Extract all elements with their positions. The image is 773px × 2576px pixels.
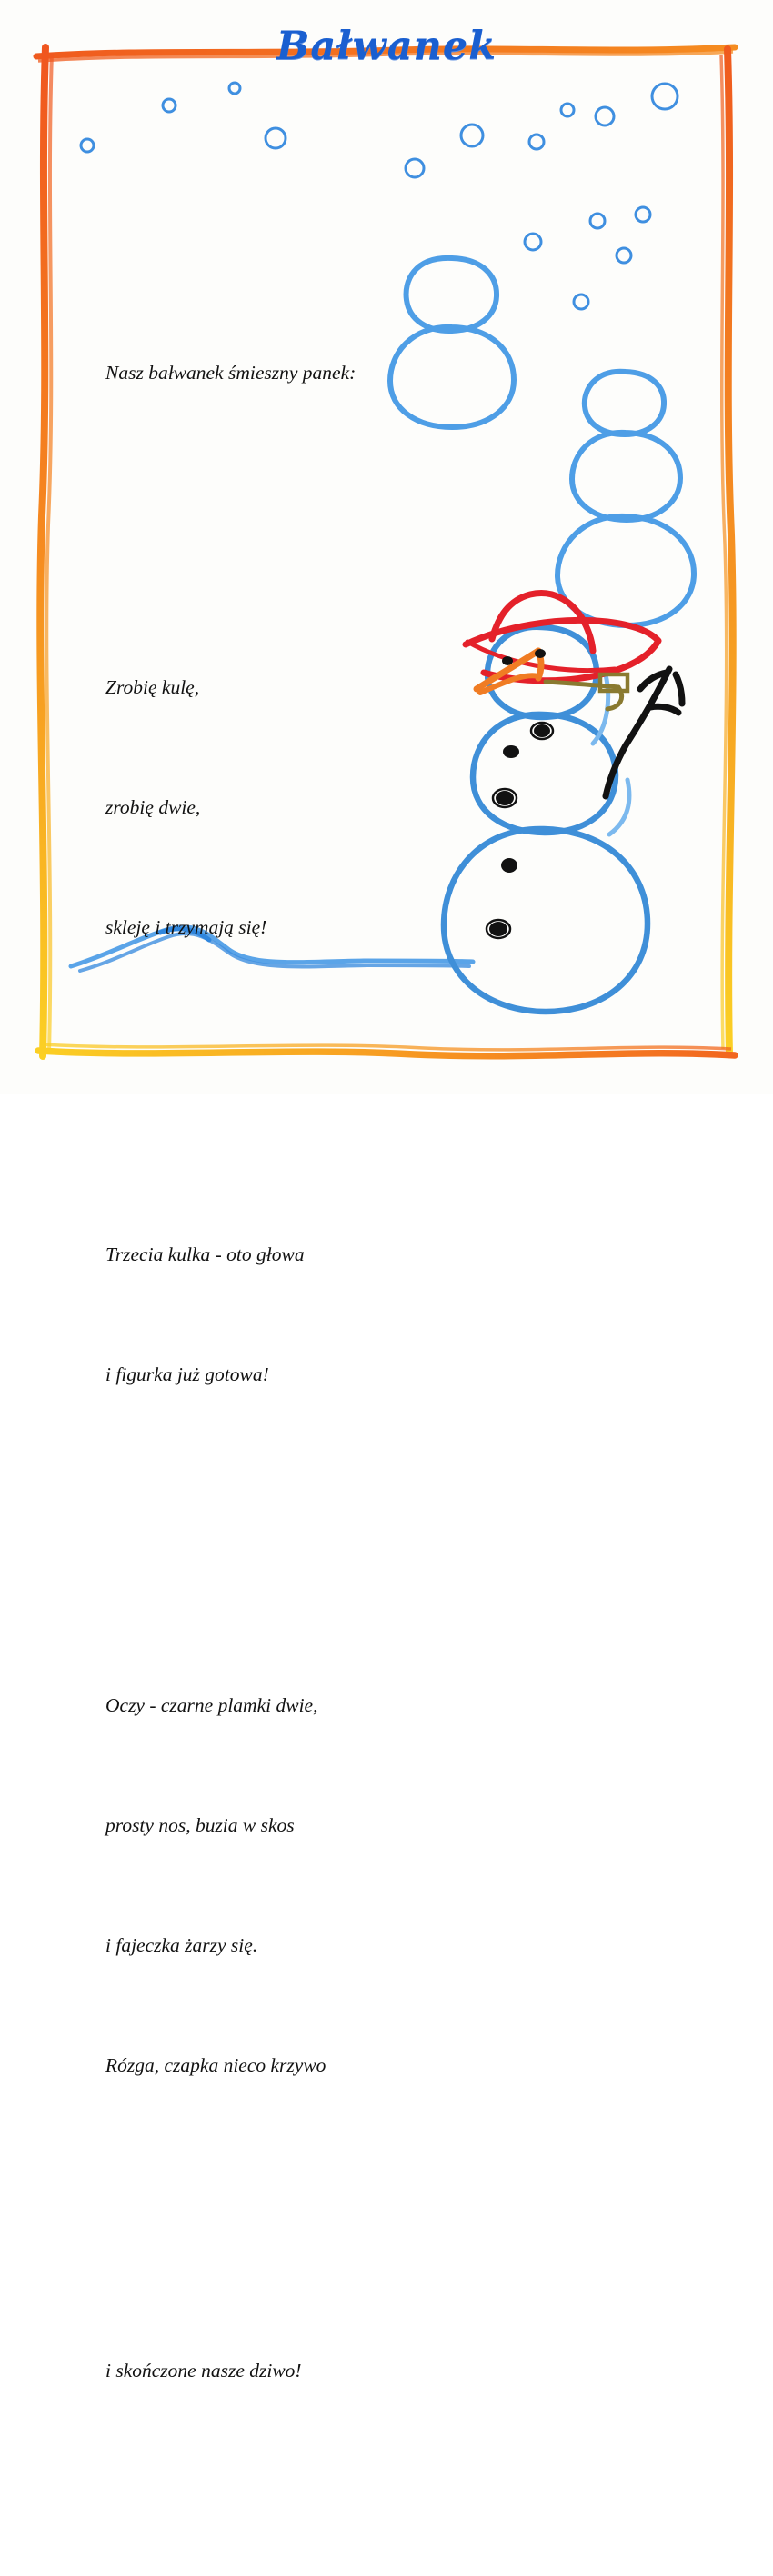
poem-stanza-3 (105, 1154, 442, 1474)
poem-line: skleję i trzymają się! (105, 916, 267, 938)
poem-line: i fajeczka żarzy się. (105, 1934, 258, 1956)
poem-line: i figurka już gotowa! (105, 1363, 269, 1385)
poem-stanza-1 (105, 273, 442, 473)
poem-body (105, 193, 442, 2576)
poem-line: Zrobię kulę, (105, 676, 200, 698)
poem-line: Rózga, czapka nieco krzywo (105, 2054, 326, 2076)
poem-stanza-4 (105, 1605, 442, 2165)
three-ball-stack (557, 372, 694, 625)
poem-line: i skończone nasze dziwo! (105, 2360, 302, 2381)
poem-line: prosty nos, buzia w skos (105, 1814, 295, 1836)
poem-stanza-5 (105, 2271, 442, 2471)
poem-stanza-2 (105, 587, 442, 1027)
poem-line: Trzecia kulka - oto głowa (105, 1243, 305, 1265)
coal-dots (489, 649, 550, 936)
poem-line: Oczy - czarne plamki dwie, (105, 1694, 318, 1716)
poem-line: Nasz bałwanek śmieszny panek: (105, 362, 356, 384)
poem-line: zrobię dwie, (105, 796, 201, 818)
page-title: Bałwanek (276, 24, 497, 69)
red-hat (466, 594, 658, 681)
finished-snowman (444, 627, 648, 1012)
